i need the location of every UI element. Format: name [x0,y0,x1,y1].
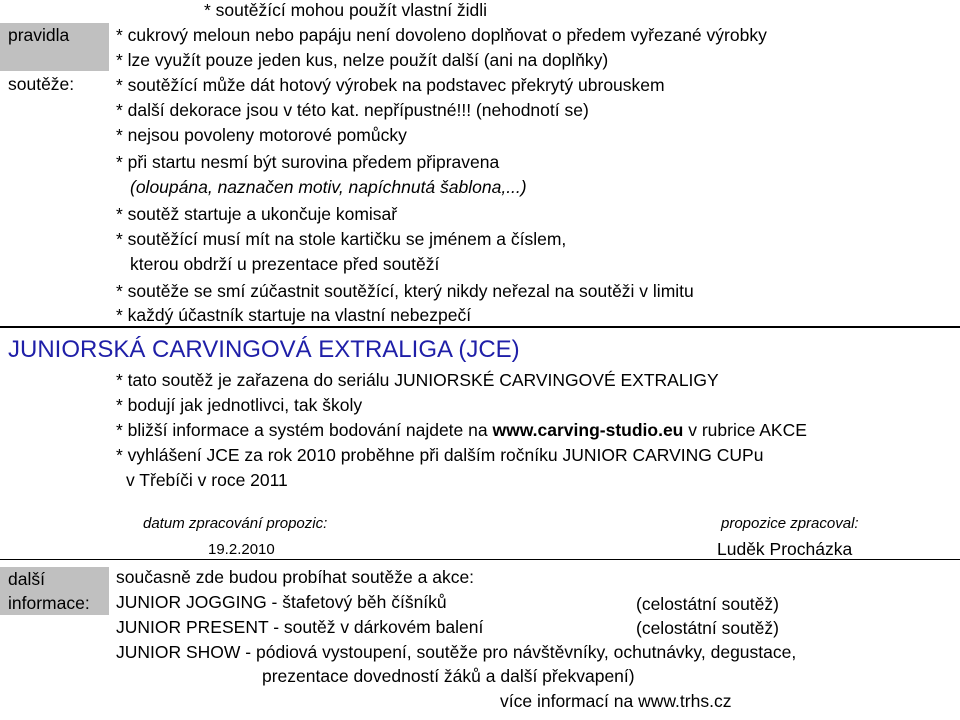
jce-line-continuation: v Třebíči v roce 2011 [126,470,288,490]
rule-item: * soutěžící musí mít na stole kartičku se jménem a číslem, [116,229,567,249]
rule-item: * soutěžící mohou použít vlastní židli [204,0,488,20]
more-info-label-line2: informace: [8,593,90,613]
rule-item: * lze využít pouze jeden kus, nelze použít další (ani na doplňky) [116,50,609,70]
rule-item: * každý účastník startuje na vlastní nebezpečí [116,305,472,325]
rules-label [0,23,109,94]
rule-item: * při startu nesmí být surovina předem připravena [116,152,500,172]
author-label: propozice zpracoval: [721,515,859,532]
more-info-label-line1: další [8,569,45,589]
rule-item: * soutěžící může dát hotový výrobek na podstavec překrytý ubrouskem [116,75,665,95]
rules-label-line2: soutěže: [8,74,75,94]
more-info-web: více informací na www.trhs.cz [500,691,732,711]
event-jogging: JUNIOR JOGGING - štafetový běh číšníků [116,592,447,612]
section-divider [0,326,960,328]
rule-item: * soutěže se smí zúčastnit soutěžící, který nikdy neřezal na soutěži v limitu [116,281,694,301]
more-info-label [0,567,109,615]
jce-line: * vyhlášení JCE za rok 2010 proběhne při dalším ročníku JUNIOR CARVING CUPu [116,445,764,465]
carving-studio-link[interactable]: www.carving-studio.eu [492,420,684,440]
event-jogging-note: (celostátní soutěž) [636,594,779,614]
jce-line: * tato soutěž je zařazena do seriálu JUNIORSKÉ CARVINGOVÉ EXTRALIGY [116,370,719,390]
jce-line3-post: v rubrice AKCE [683,420,807,440]
rule-item: * soutěž startuje a ukončuje komisař [116,204,398,224]
jce-line-link [116,419,807,441]
event-present-note: (celostátní soutěž) [636,618,779,638]
rule-item: * další dekorace jsou v této kat. nepřípustné!!! (nehodnotí se) [116,100,589,120]
rule-item-continuation: kterou obdrží u prezentace před soutěží [130,254,440,274]
rules-label-line1: pravidla [8,25,70,45]
jce-line: * bodují jak jednotlivci, tak školy [116,395,363,415]
event-present: JUNIOR PRESENT - soutěž v dárkovém balení [116,617,484,637]
rule-item: * cukrový meloun nebo papáju není dovoleno doplňovat o předem vyřezané výrobky [116,25,767,45]
rule-item: * nejsou povoleny motorové pomůcky [116,125,407,145]
more-info-intro: současně zde budou probíhat soutěže a akce: [116,567,475,587]
date-label: datum zpracování propozic: [143,515,328,532]
rule-item-note: (oloupána, naznačen motiv, napíchnutá šablona,...) [130,177,527,197]
jce-line3-pre: * bližší informace a systém bodování najdete na [116,420,493,440]
date-value: 19.2.2010 [208,541,275,558]
author-value: Luděk Procházka [717,539,853,559]
event-show-continuation: prezentace dovedností žáků a další překvapení) [262,666,635,686]
jce-heading: JUNIORSKÁ CARVINGOVÁ EXTRALIGA (JCE) [8,336,520,363]
footer-divider [0,559,960,560]
event-show: JUNIOR SHOW - pódiová vystoupení, soutěže pro návštěvníky, ochutnávky, degustace, [116,642,797,662]
